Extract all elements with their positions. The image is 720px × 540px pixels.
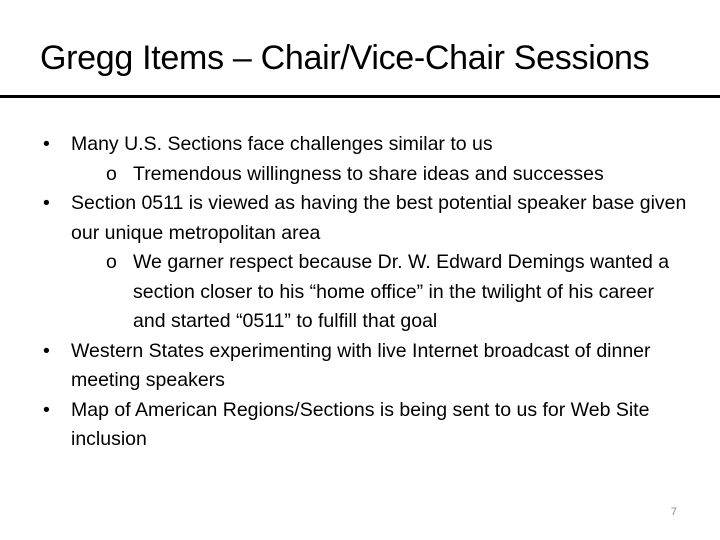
bullet-text: Map of American Regions/Sections is being sent to us for Web Site inclusion [71,398,650,450]
bullet-marker: • [43,133,50,155]
bullet-item [0,337,691,396]
slide-title: Gregg Items – Chair/Vice-Chair Sessions [40,39,650,77]
bullet-marker: • [43,398,50,421]
bullet-text: Section 0511 is viewed as having the best potential speaker base given our unique metropolitan area [71,192,687,244]
bullet-item [0,396,691,455]
bullet-marker: • [43,192,50,214]
bullet-marker: • [43,339,50,362]
page-number: 7 [670,506,677,518]
bullet-item [0,130,691,160]
sub-bullet-marker: o [106,162,117,185]
sub-bullet-text: Tremendous willingness to share ideas and successes [133,162,604,185]
sub-bullet-text: We garner respect because Dr. W. Edward Demings wanted a section closer to his “home office” in the twilight of his career and started “0511” to fulfill that goal [133,251,670,332]
sub-bullet-item [0,160,678,190]
sub-bullet-marker: o [106,251,117,273]
title-divider [0,95,720,98]
bullet-item [0,189,691,248]
bullet-text: Many U.S. Sections face challenges similar to us [71,133,493,155]
sub-bullet-item [0,248,678,337]
bullet-list [0,130,720,455]
bullet-text: Western States experimenting with live Internet broadcast of dinner meeting speakers [71,339,651,391]
